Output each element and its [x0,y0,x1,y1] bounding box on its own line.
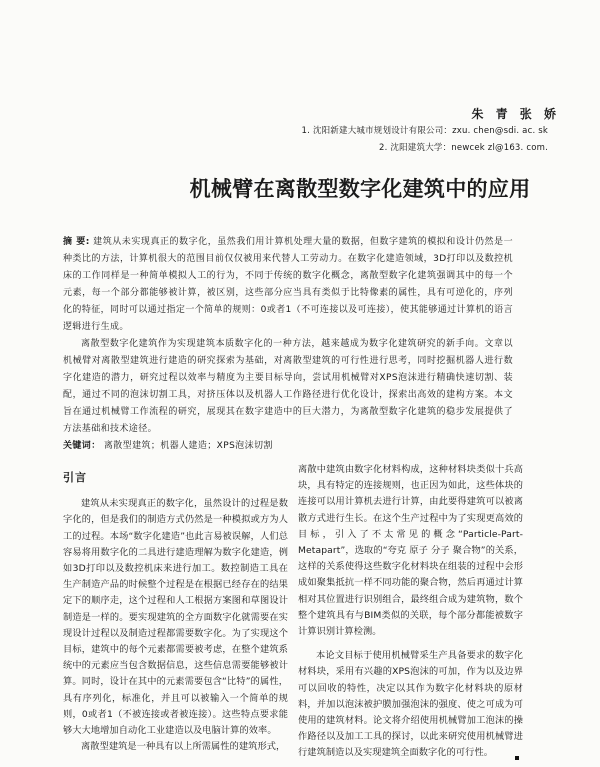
author-names: 朱 青 张 娇 [471,107,560,121]
affiliation-2: 2. 沈阳建筑大学：newcek zl@163. com. [378,143,548,153]
intro-para-4: 本论文目标于使用机械臂采生产具备要求的数字化材料块，采用有兴趣的XPS泡沫的可加，作为以及边界可以回收的特性，决定以其作为数字化材料块的原材料，并加以泡沫被护膜加强泡沫的强度、使之可成为可使用的建筑材料。论文将介绍使用机械臂加工泡沫的操作路径以及加工工具的探讨，以此来研究使用机械臂进行建筑制造以及实现建筑全面数字化的可行性。 [298,650,523,759]
keywords-label: 关键词： [63,441,101,451]
intro-para-1: 建筑从未实现真正的数字化，虽然设计的过程是数字化的，但是我们的制造方式仍然是一种模拟或方为人工的过程。本场“数字化建造”也此言易被误解，人们总容易将用数字化的二具进行建造理解为数字化建造，例如3D打印以及数控机床来进行加工。数控制造工具在生产制造产品的时候整个过程是在根据已经存在的结果定下的顺序走，这个过程和人工根据方案图和草图设计制造是一样的。要实现建筑的全方面数字化就需要在实现设计过程以及制造过程都需要数字化。为了实现这个目标，建筑中的每个元素都需要被考虑，在整个建筑系统中的元素应当包含数据信息，这些信息需要能够被计算。同时，设计在其中的元素需要包含“比特”的属性，具有序列化，标准化，并且可以被输入一个简单的规则，0或者1（不被连接或者被连接）。这些特点要求能够大大地增加自动化工业建造以及电脑计算的效率。 [63,498,288,737]
abstract-para-2: 离散型数字化建筑作为实现建筑本质数字化的一种方法，越来越成为数字化建筑研究的新手向。文章以机械臂对离散型建筑进行建造的研究探索为基础，对离散型建筑的可行性进行思考，同时挖掘机器人进行数字化建造的潜力，研究过程以效率与精度为主要目标导向，尝试用机械臂对XPS泡沫进行精确快速切割、装配，通过不同的泡沫切割工具，对挤压体以及机器人工作路径进行优化设计，探索出高效的建构方案。本文旨在通过机械臂工作流程的研究，展现其在数字建造中的巨大潜力，为离散型数字化建筑的稳步发展提供了方法基础和技术途径。 [63,339,513,434]
abstract [63,234,513,455]
keywords: 离散型建筑；机器人建造；XPS泡沫切割 [103,441,273,451]
paper-title: 机械臂在离散型数字化建筑中的应用 [189,177,531,201]
scan-mark [515,756,519,760]
affiliation-1: 1. 沈阳新建大城市规划设计有限公司：zxu. chen@sdi. ac. sk [301,126,548,136]
left-column [63,470,288,755]
abstract-label: 摘 要: [63,237,90,247]
abstract-text: 建筑从未实现真正的数字化，虽然我们用计算机处理大量的数据，但数字建筑的模拟和设计仍然是一种类比的方法，计算机很大的范围目前仅仅被用来代替人工劳动力。在数字化建造领域，3D打印以及数控机床的工作同样是一种简单模拟人工的行为，不同于传统的数字化概念，离散型数字化建筑强调其中的每一个元素，每一个部分都能够被计算，被区别，这些部分应当具有类似于比特像素的属性，具有可逆化的，序列化的特征，同时可以通过指定一个简单的规则：0或者1（不可连接以及可连接），使其能够通过计算机的语言逻辑进行生成。 [63,237,513,332]
intro-para-3: 离散中建筑由数字化材料构成，这种材料块类似十兵高块，具有特定的连接规则，也正因为如此，这些体块的连接可以用计算机去进行计算，由此要得建筑可以被离散方式进行生长。在这个生产过程中为了实现更高效的目标，引入了不太常见的概念“Particle-Part-Metapart”，选取的“夸克 原子 分子 聚合物”的关系，这样的关系使得这些数字化材料块在组装的过程中会形成如聚集抵抗一样不同功能的聚合物，然后再通过计算相对其位置进行识别组合，最终组合成为建筑物，数个整个建筑具有与BIM类似的关联，每个部分都能被数字计算识别计算检测。 [298,464,523,638]
right-column [298,462,523,762]
intro-para-2: 离散型建筑是一种具有以上所需属性的建筑形式， [81,741,286,753]
section-heading: 引言 [63,471,87,484]
